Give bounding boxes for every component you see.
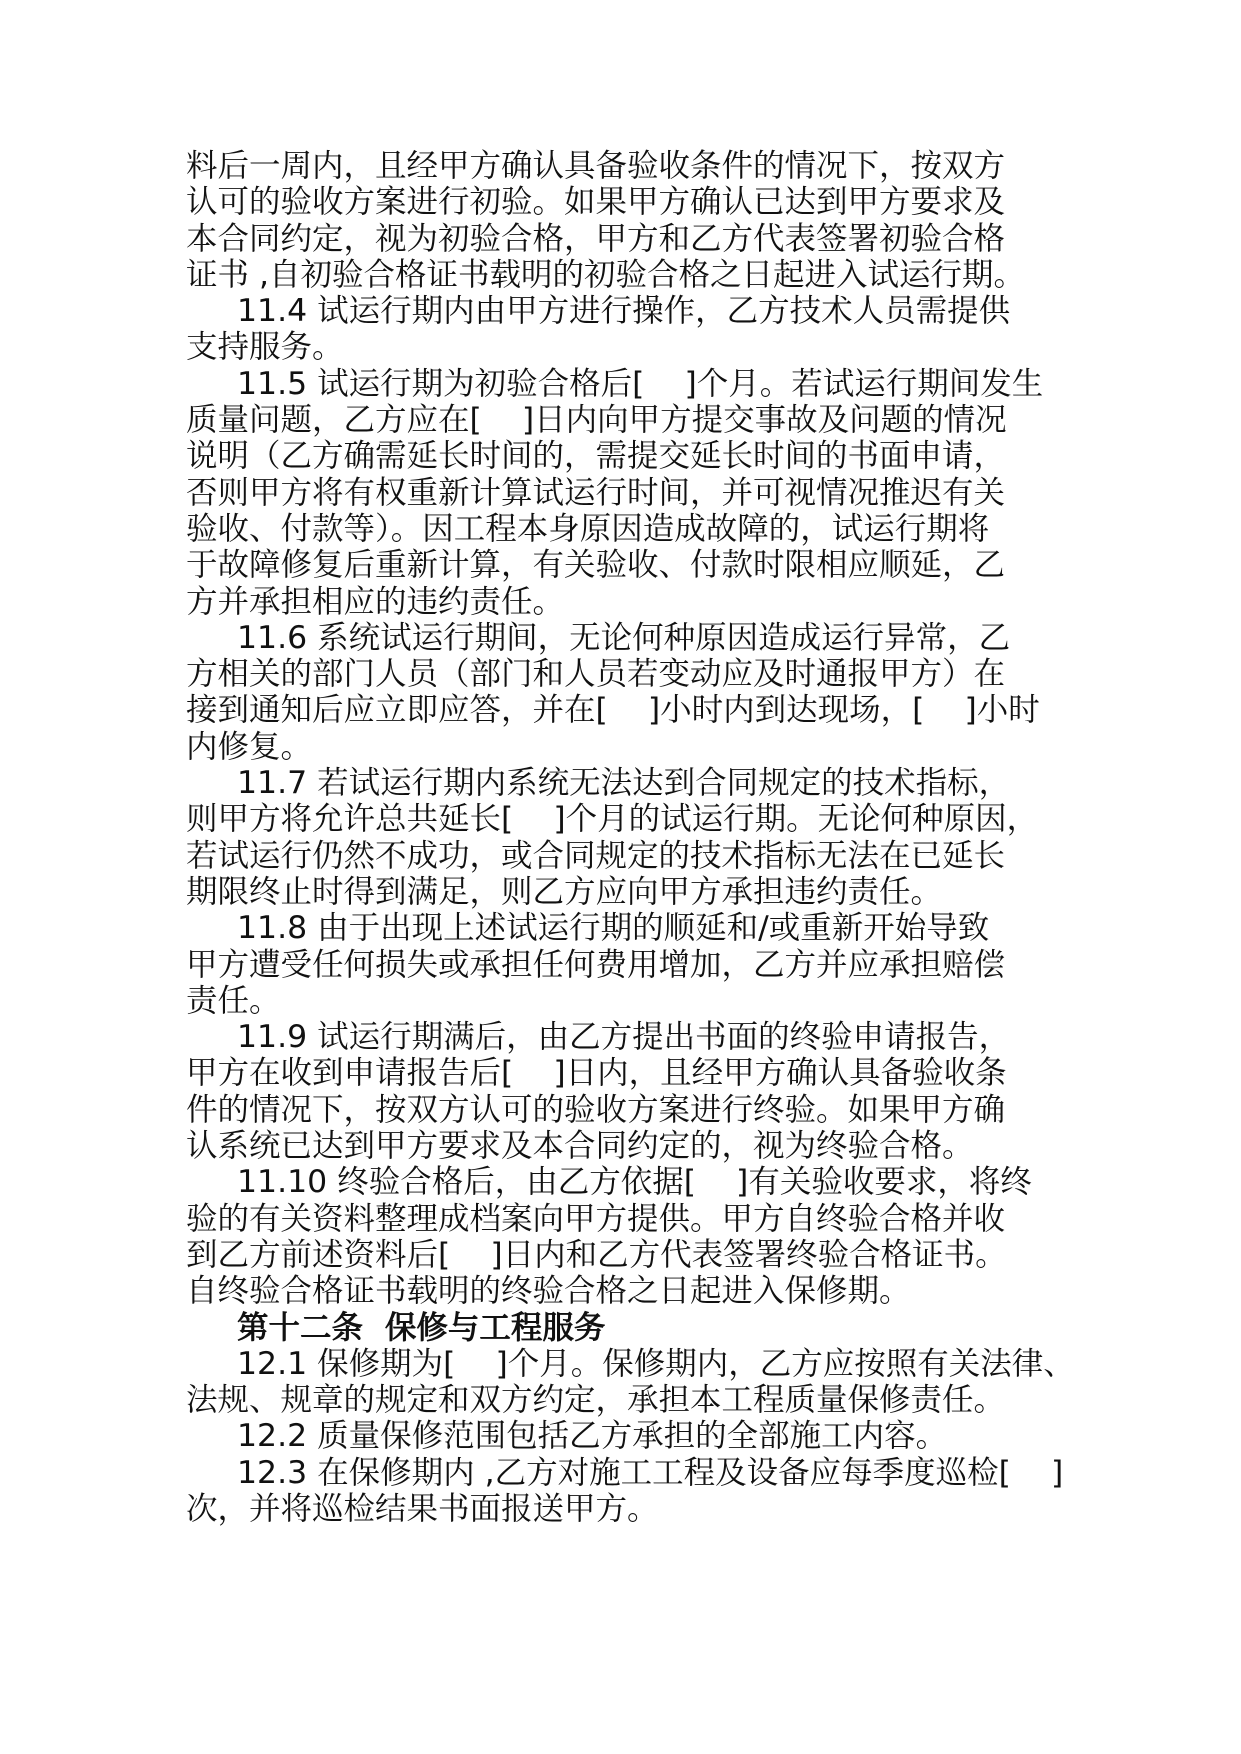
text-line: 接到通知后应立即应答，并在[ ]小时内到达现场，[ ]小时	[186, 692, 1040, 729]
text-line: 方并承担相应的违约责任。	[186, 583, 565, 620]
text-line: 法规、规章的规定和双方约定，承担本工程质量保修责任。	[186, 1382, 1006, 1419]
text-line: 认系统已达到甲方要求及本合同约定的，视为终验合格。	[186, 1128, 974, 1165]
text-line: 验收、付款等）。因工程本身原因造成故障的，试运行期将	[186, 510, 990, 547]
text-line: 11.9 试运行期满后，由乙方提出书面的终验申请报告，	[237, 1019, 1011, 1056]
text-line: 次，并将巡检结果书面报送甲方。	[186, 1490, 659, 1527]
text-line: 到乙方前述资料后[ ]日内和乙方代表签署终验合格证书。	[186, 1236, 1007, 1273]
text-line: 料后一周内，且经甲方确认具备验收条件的情况下，按双方	[186, 148, 1006, 184]
text-line: 认可的验收方案进行初验。如果甲方确认已达到甲方要求及	[186, 184, 1006, 221]
text-line: 本合同约定，视为初验合格，甲方和乙方代表签署初验合格	[186, 220, 1006, 257]
text-line: 12.3 在保修期内 ,乙方对施工工程及设备应每季度巡检[ ]	[237, 1454, 1064, 1491]
text-line: 期限终止时得到满足，则乙方应向甲方承担违约责任。	[186, 873, 943, 910]
text-line: 则甲方将允许总共延长[ ]个月的试运行期。无论何种原因，	[186, 801, 1039, 838]
text-line: 11.7 若试运行期内系统无法达到合同规定的技术指标，	[237, 765, 1011, 802]
text-line: 自终验合格证书载明的终验合格之日起进入保修期。	[186, 1273, 911, 1310]
text-line: 验的有关资料整理成档案向甲方提供。甲方自终验合格并收	[186, 1200, 1006, 1237]
text-line: 甲方在收到申请报告后[ ]日内，且经甲方确认具备验收条	[186, 1055, 1007, 1092]
text-line: 否则甲方将有权重新计算试运行时间，并可视情况推迟有关	[186, 474, 1006, 511]
text-line: 11.6 系统试运行期间，无论何种原因造成运行异常，乙	[237, 619, 1011, 656]
document-page	[186, 148, 1086, 1527]
text-line: 11.4 试运行期内由甲方进行操作，乙方技术人员需提供	[237, 293, 1011, 330]
section-heading: 第十二条 保修与工程服务	[237, 1309, 606, 1346]
text-line: 说明（乙方确需延长时间的，需提交延长时间的书面申请，	[186, 438, 1006, 475]
text-line: 11.10 终验合格后，由乙方依据[ ]有关验收要求，将终	[237, 1164, 1032, 1201]
text-line: 证书 ,自初验合格证书载明的初验合格之日起进入试运行期。	[186, 256, 1026, 293]
text-line: 质量问题，乙方应在[ ]日内向甲方提交事故及问题的情况	[186, 402, 1007, 439]
text-line: 12.2 质量保修范围包括乙方承担的全部施工内容。	[237, 1418, 948, 1455]
text-line: 11.5 试运行期为初验合格后[ ]个月。若试运行期间发生	[237, 365, 1044, 402]
text-line: 内修复。	[186, 728, 313, 765]
text-line: 责任。	[186, 982, 281, 1019]
text-line: 甲方遭受任何损失或承担任何费用增加，乙方并应承担赔偿	[186, 946, 1006, 983]
text-line: 支持服务。	[186, 329, 344, 366]
text-line: 件的情况下，按双方认可的验收方案进行终验。如果甲方确	[186, 1091, 1006, 1128]
text-line: 方相关的部门人员（部门和人员若变动应及时通报甲方）在	[186, 656, 1006, 693]
text-line: 若试运行仍然不成功，或合同规定的技术指标无法在已延长	[186, 837, 1006, 874]
text-line: 于故障修复后重新计算，有关验收、付款时限相应顺延，乙	[186, 547, 1006, 584]
text-line: 11.8 由于出现上述试运行期的顺延和/或重新开始导致	[237, 910, 990, 947]
text-line: 12.1 保修期为[ ]个月。保修期内，乙方应按照有关法律、	[237, 1345, 1075, 1382]
